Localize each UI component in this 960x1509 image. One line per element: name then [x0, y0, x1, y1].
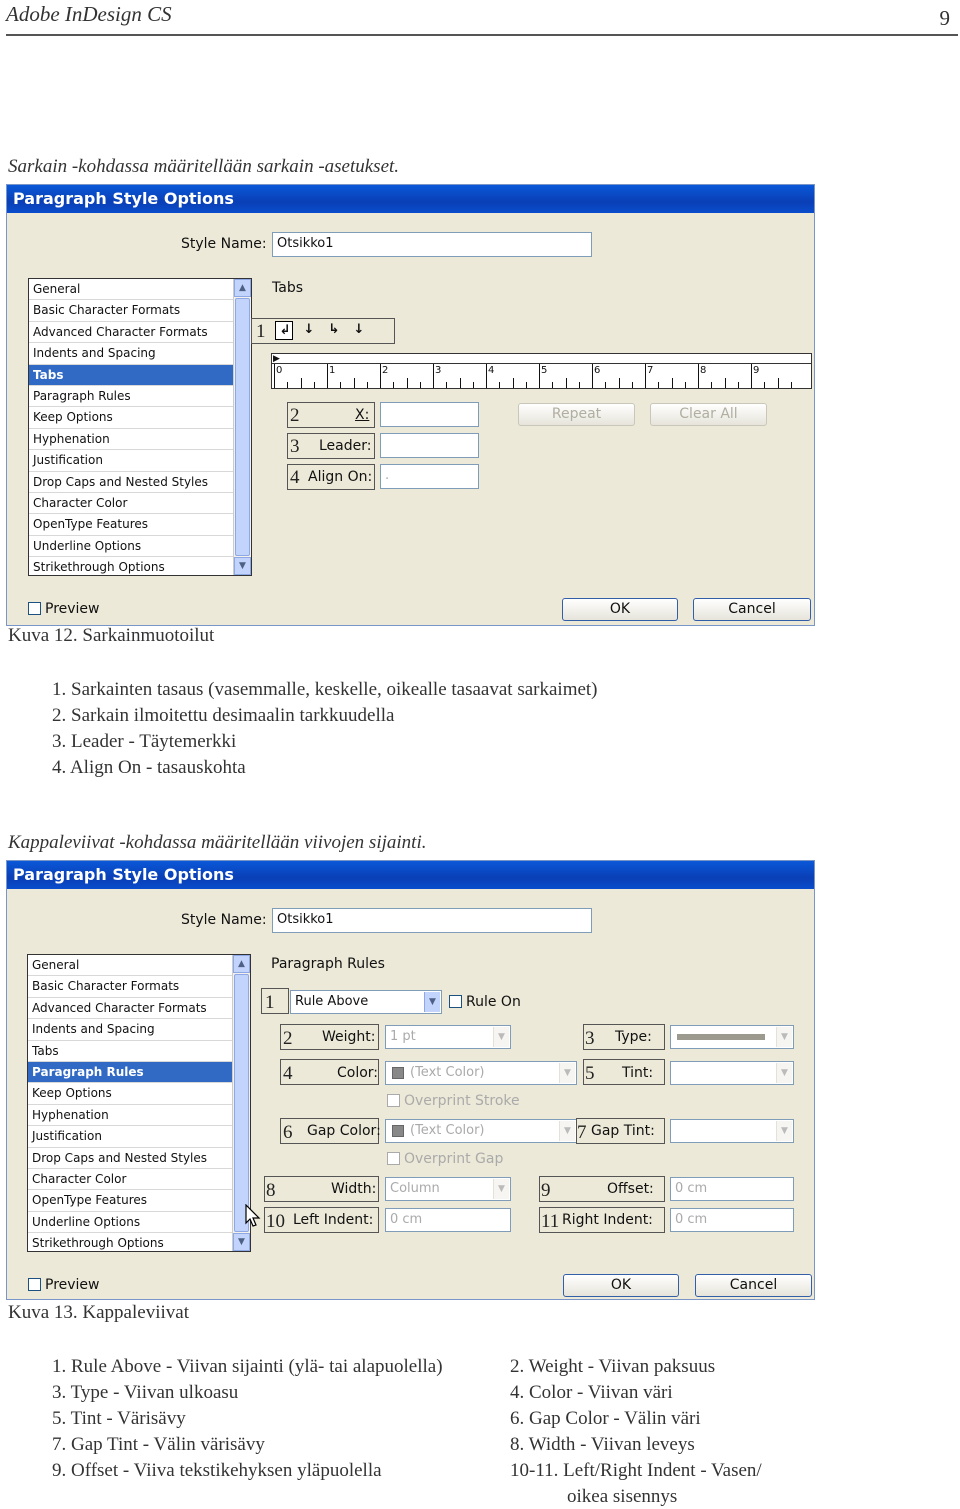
- ruler-minor-tick: [367, 382, 368, 388]
- category-item[interactable]: Character Color: [29, 493, 233, 514]
- overprint-gap-checkbox[interactable]: [387, 1152, 400, 1165]
- ruler-major-tick: [539, 364, 540, 388]
- category-item[interactable]: Hyphenation: [29, 429, 233, 450]
- ruler-minor-tick: [685, 382, 686, 388]
- ruler-minor-tick: [658, 382, 659, 388]
- section1-intro: Sarkain -kohdassa määritellään sarkain -asetukset.: [8, 156, 400, 177]
- ruler-minor-tick: [778, 378, 779, 388]
- left-indent-label: Left Indent:: [293, 1212, 374, 1228]
- right-indent-label: Right Indent:: [562, 1212, 653, 1228]
- ruler-minor-tick: [672, 378, 673, 388]
- section2-intro: Kappaleviivat -kohdassa määritellään viivojen sijainti.: [8, 832, 427, 853]
- leader-label: Leader:: [319, 438, 372, 454]
- category-item[interactable]: Strikethrough Options: [28, 1233, 232, 1252]
- list-item: 5. Tint - Värisävy: [52, 1408, 186, 1429]
- preview-checkbox[interactable]: [28, 602, 41, 615]
- ruler-minor-tick: [473, 382, 474, 388]
- category-item[interactable]: Justification: [28, 1126, 232, 1147]
- ruler-minor-tick: [579, 382, 580, 388]
- style-name-input[interactable]: Otsikko1: [272, 232, 592, 257]
- rule-type-select[interactable]: [290, 990, 442, 1014]
- color-label: Color:: [337, 1065, 379, 1081]
- ruler-major-tick: [274, 364, 275, 388]
- ruler-minor-tick: [354, 378, 355, 388]
- ruler-minor-tick: [725, 378, 726, 388]
- list-item: oikea sisennys: [567, 1486, 678, 1507]
- category-item[interactable]: General: [28, 955, 232, 976]
- overprint-stroke-label: Overprint Stroke: [404, 1093, 520, 1109]
- category-item[interactable]: Drop Caps and Nested Styles: [29, 472, 233, 493]
- category-scrollbar[interactable]: [233, 279, 251, 575]
- category-item[interactable]: Tabs: [28, 1041, 232, 1062]
- page-number: 9: [939, 6, 950, 30]
- left-tab-icon[interactable]: ↲: [275, 321, 293, 340]
- category-item[interactable]: Paragraph Rules: [28, 1062, 232, 1083]
- style-name-label: Style Name:: [181, 912, 267, 928]
- list-item: 1. Rule Above - Viivan sijainti (ylä- tai alapuolella): [52, 1356, 443, 1377]
- right-indent-input[interactable]: 0 cm: [670, 1208, 794, 1232]
- tabs-dialog: [6, 184, 815, 626]
- line-type-swatch: [677, 1034, 765, 1040]
- scroll-thumb[interactable]: [235, 298, 250, 556]
- dialog-title: Paragraph Style Options: [7, 861, 814, 889]
- width-select[interactable]: [385, 1177, 511, 1201]
- ruler-minor-tick: [420, 382, 421, 388]
- cancel-button[interactable]: Cancel: [693, 598, 811, 621]
- ruler-minor-tick: [301, 378, 302, 388]
- align-on-input[interactable]: .: [380, 464, 479, 489]
- list-item: 8. Width - Viivan leveys: [510, 1434, 695, 1455]
- tab-alignment-group: [251, 318, 395, 344]
- ok-button[interactable]: OK: [562, 598, 678, 621]
- figure13-caption: Kuva 13. Kappaleviivat: [8, 1302, 189, 1323]
- align-on-label: Align On:: [308, 469, 373, 485]
- running-header-title: Adobe InDesign CS: [6, 2, 172, 26]
- color-swatch-icon: [392, 1067, 404, 1079]
- chevron-down-icon[interactable]: ▼: [424, 992, 440, 1012]
- category-item[interactable]: Advanced Character Formats: [29, 322, 233, 343]
- ruler-minor-tick: [791, 382, 792, 388]
- dialog-title: Paragraph Style Options: [7, 185, 814, 213]
- callout-9: 9: [541, 1180, 551, 1201]
- right-tab-icon[interactable]: ↳: [328, 322, 340, 337]
- ruler-label: 2: [382, 365, 389, 376]
- ruler-minor-tick: [526, 382, 527, 388]
- list-item: 3. Leader - Täytemerkki: [52, 731, 237, 752]
- callout-2: 2: [283, 1028, 293, 1049]
- preview-label: Preview: [45, 1277, 100, 1293]
- ruler-major-tick: [592, 364, 593, 388]
- category-item[interactable]: General: [29, 279, 233, 300]
- gap-tint-label: Gap Tint:: [591, 1123, 655, 1139]
- ruler-minor-tick: [632, 382, 633, 388]
- gap-color-select[interactable]: [385, 1119, 577, 1143]
- color-select[interactable]: [385, 1061, 577, 1085]
- width-label: Width:: [331, 1181, 377, 1197]
- chevron-down-icon[interactable]: ▼: [559, 1121, 575, 1141]
- scroll-up-icon[interactable]: ▲: [234, 279, 251, 297]
- category-item[interactable]: Indents and Spacing: [29, 343, 233, 364]
- chevron-down-icon[interactable]: ▼: [493, 1179, 509, 1199]
- leader-input[interactable]: [380, 433, 479, 458]
- list-item: 9. Offset - Viiva tekstikehyksen yläpuolella: [52, 1460, 382, 1481]
- category-item[interactable]: OpenType Features: [29, 514, 233, 535]
- ruler-minor-tick: [566, 378, 567, 388]
- tint-label: Tint:: [622, 1065, 654, 1081]
- ruler-label: 7: [647, 365, 654, 376]
- ruler-major-tick: [751, 364, 752, 388]
- weight-label: Weight:: [322, 1029, 376, 1045]
- ruler-minor-tick: [619, 378, 620, 388]
- ruler-label: 8: [700, 365, 707, 376]
- callout-3: 3: [585, 1028, 595, 1049]
- x-input[interactable]: [380, 402, 479, 427]
- color-swatch-icon: [392, 1125, 404, 1137]
- chevron-down-icon[interactable]: ▼: [559, 1063, 575, 1083]
- section2-list-left: [52, 1354, 443, 1484]
- rule-on-label: Rule On: [466, 994, 521, 1010]
- list-item: 4. Color - Viivan väri: [510, 1382, 673, 1403]
- center-tab-icon[interactable]: ↓: [303, 322, 315, 337]
- scroll-down-icon[interactable]: ▼: [233, 1233, 250, 1251]
- chevron-down-icon[interactable]: ▼: [776, 1063, 792, 1083]
- list-item: 1. Sarkainten tasaus (vasemmalle, keskelle, oikealle tasaavat sarkaimet): [52, 679, 598, 700]
- category-item[interactable]: Basic Character Formats: [29, 300, 233, 321]
- scroll-up-icon[interactable]: ▲: [233, 955, 250, 973]
- gap-color-label: Gap Color:: [307, 1123, 381, 1139]
- x-label: X:: [355, 407, 370, 423]
- ruler-minor-tick: [552, 382, 553, 388]
- callout-1: 1: [265, 992, 275, 1013]
- category-item[interactable]: Basic Character Formats: [28, 976, 232, 997]
- offset-label: Offset:: [607, 1181, 654, 1197]
- callout-1: 1: [256, 321, 266, 342]
- weight-value: 1 pt: [390, 1029, 416, 1044]
- ruler-minor-tick: [513, 378, 514, 388]
- ruler-label: 3: [435, 365, 442, 376]
- category-item[interactable]: Justification: [29, 450, 233, 471]
- figure12-caption: Kuva 12. Sarkainmuotoilut: [8, 625, 215, 646]
- callout-3: 3: [290, 436, 300, 457]
- indent-marker-icon[interactable]: ▶: [273, 354, 280, 364]
- list-item: 10-11. Left/Right Indent - Vasen/: [510, 1460, 762, 1481]
- category-item[interactable]: Advanced Character Formats: [28, 998, 232, 1019]
- category-item[interactable]: OpenType Features: [28, 1190, 232, 1211]
- ok-button[interactable]: OK: [563, 1274, 679, 1297]
- category-item[interactable]: Indents and Spacing: [28, 1019, 232, 1040]
- clear-all-button[interactable]: Clear All: [650, 403, 767, 426]
- panel-title: Paragraph Rules: [271, 956, 385, 972]
- panel-title: Tabs: [272, 280, 303, 296]
- ruler-minor-tick: [446, 382, 447, 388]
- section2-list-right: [510, 1354, 762, 1509]
- ruler-minor-tick: [605, 382, 606, 388]
- ruler-minor-tick: [393, 382, 394, 388]
- ruler-minor-tick: [314, 382, 315, 388]
- callout-8: 8: [266, 1180, 276, 1201]
- callout-6: 6: [283, 1122, 293, 1143]
- list-item: 4. Align On - tasauskohta: [52, 757, 246, 778]
- ruler-label: 9: [753, 365, 760, 376]
- gap-tint-input[interactable]: [670, 1119, 794, 1143]
- section1-list: [52, 677, 598, 781]
- callout-7: 7: [577, 1122, 587, 1143]
- repeat-button[interactable]: Repeat: [518, 403, 635, 426]
- ruler-label: 4: [488, 365, 495, 376]
- ruler-label: 1: [329, 365, 336, 376]
- ruler-minor-tick: [460, 378, 461, 388]
- callout-2: 2: [290, 405, 300, 426]
- tab-ruler[interactable]: [271, 353, 812, 389]
- ruler-minor-tick: [711, 382, 712, 388]
- type-select[interactable]: [670, 1025, 794, 1049]
- preview-checkbox[interactable]: [28, 1278, 41, 1291]
- paragraph-rules-dialog: [6, 860, 815, 1300]
- category-item[interactable]: Drop Caps and Nested Styles: [28, 1148, 232, 1169]
- cancel-button[interactable]: Cancel: [695, 1274, 812, 1297]
- ruler-major-tick: [380, 364, 381, 388]
- weight-input[interactable]: [385, 1025, 511, 1049]
- scroll-thumb[interactable]: [234, 974, 249, 1232]
- ruler-major-tick: [486, 364, 487, 388]
- overprint-stroke-checkbox[interactable]: [387, 1094, 400, 1107]
- ruler-minor-tick: [340, 382, 341, 388]
- chevron-down-icon[interactable]: ▼: [776, 1121, 792, 1141]
- ruler-major-tick: [327, 364, 328, 388]
- ruler-minor-tick: [287, 382, 288, 388]
- decimal-tab-icon[interactable]: ↓: [353, 322, 365, 337]
- left-indent-input[interactable]: 0 cm: [385, 1208, 511, 1232]
- rule-select-value: Rule Above: [295, 994, 369, 1009]
- chevron-down-icon[interactable]: ▼: [776, 1027, 792, 1047]
- color-value: (Text Color): [410, 1065, 485, 1080]
- callout-5: 5: [585, 1063, 595, 1084]
- ruler-minor-tick: [738, 382, 739, 388]
- callout-4: 4: [290, 467, 300, 488]
- category-list[interactable]: [27, 954, 251, 1252]
- list-item: 3. Type - Viivan ulkoasu: [52, 1382, 239, 1403]
- category-item[interactable]: Underline Options: [28, 1212, 232, 1233]
- list-item: 2. Sarkain ilmoitettu desimaalin tarkkuudella: [52, 705, 395, 726]
- ruler-major-tick: [433, 364, 434, 388]
- ruler-label: 6: [594, 365, 601, 376]
- mouse-pointer-icon: [245, 1204, 261, 1228]
- category-item[interactable]: Keep Options: [28, 1083, 232, 1104]
- category-item[interactable]: Hyphenation: [28, 1105, 232, 1126]
- ruler-label: 5: [541, 365, 548, 376]
- gap-color-value: (Text Color): [410, 1123, 485, 1138]
- list-item: 7. Gap Tint - Välin värisävy: [52, 1434, 265, 1455]
- overprint-gap-label: Overprint Gap: [404, 1151, 504, 1167]
- rule-on-checkbox[interactable]: [449, 995, 462, 1008]
- ruler-minor-tick: [407, 378, 408, 388]
- category-item[interactable]: Keep Options: [29, 407, 233, 428]
- category-item[interactable]: Character Color: [28, 1169, 232, 1190]
- style-name-input[interactable]: Otsikko1: [272, 908, 592, 933]
- tint-input[interactable]: [670, 1061, 794, 1085]
- style-name-label: Style Name:: [181, 236, 267, 252]
- chevron-down-icon[interactable]: ▼: [493, 1027, 509, 1047]
- category-item[interactable]: Strikethrough Options: [29, 557, 233, 576]
- category-list[interactable]: [28, 278, 252, 576]
- list-item: 2. Weight - Viivan paksuus: [510, 1356, 716, 1377]
- callout-11: 11: [541, 1211, 560, 1232]
- category-item[interactable]: Paragraph Rules: [29, 386, 233, 407]
- ruler-major-tick: [645, 364, 646, 388]
- header-rule: [6, 34, 958, 36]
- width-value: Column: [390, 1181, 440, 1196]
- ruler-minor-tick: [499, 382, 500, 388]
- callout-4: 4: [283, 1063, 293, 1084]
- scroll-down-icon[interactable]: ▼: [234, 557, 251, 575]
- category-item[interactable]: Underline Options: [29, 536, 233, 557]
- ruler-label: 0: [276, 365, 283, 376]
- preview-label: Preview: [45, 601, 100, 617]
- ruler-minor-tick: [764, 382, 765, 388]
- list-item: 6. Gap Color - Välin väri: [510, 1408, 701, 1429]
- offset-input[interactable]: 0 cm: [670, 1177, 794, 1201]
- ruler-major-tick: [698, 364, 699, 388]
- category-item[interactable]: Tabs: [29, 365, 233, 386]
- type-label: Type:: [615, 1029, 652, 1045]
- callout-10: 10: [266, 1211, 285, 1232]
